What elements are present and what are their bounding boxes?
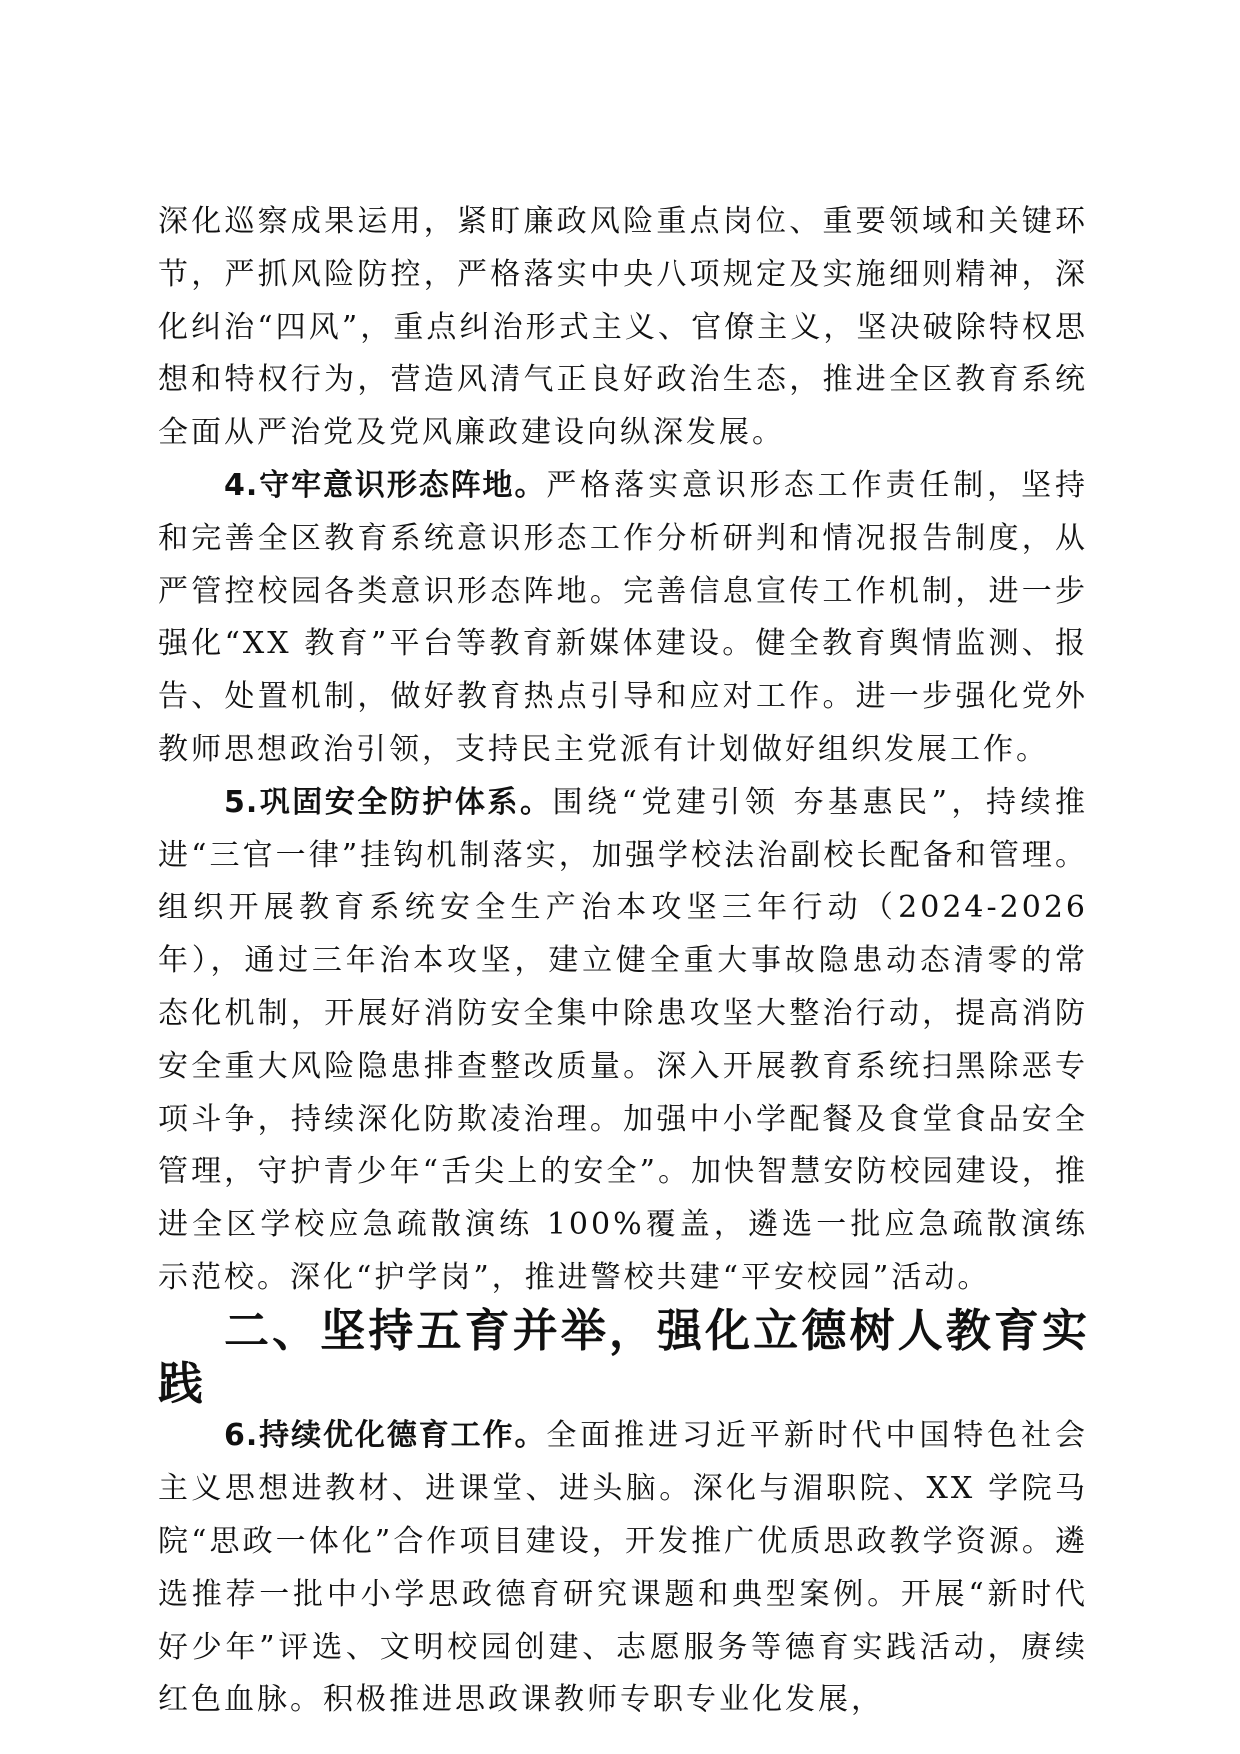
paragraph-lead: 5.巩固安全防护体系。: [224, 784, 553, 820]
paragraph-text: 严格落实意识形态工作责任制，坚持和完善全区教育系统意识形态工作分析研判和情况报告制度，从严管控校园各类意识形态阵地。完善信息宣传工作机制，进一步强化“XX 教育”平台等教育新媒体建设。健全教育舆情监测、报告、处置机制，做好教育热点引导和应对工作。进一步强化党外教师思想政治引领，支持民主党派有计划做好组织发展工作。: [158, 467, 1088, 767]
paragraph-safety: [158, 777, 1088, 1305]
paragraph-moral-education: [158, 1410, 1088, 1727]
section-heading: 二、坚持五育并举，强化立德树人教育实践: [158, 1303, 1088, 1410]
paragraph-text: 围绕“党建引领 夯基惠民”，持续推进“三官一律”挂钩机制落实，加强学校法治副校长配备和管理。组织开展教育系统安全生产治本攻坚三年行动（2024-2026 年），通过三年治本攻坚，建立健全重大事故隐患动态清零的常态化机制，开展好消防安全集中除患攻坚大整治行动，提高消防安全重大风险隐患排查整改质量。深入开展教育系统扫黑除恶专项斗争，持续深化防欺凌治理。加强中小学配餐及食堂食品安全管理，守护青少年“舌尖上的安全”。加快智慧安防校园建设，推进全区学校应急疏散演练 100%覆盖，遴选一批应急疏散演练示范校。深化“护学岗”，推进警校共建“平安校园”活动。: [158, 784, 1088, 1295]
document-page: [158, 196, 1088, 1727]
paragraph-continuation: [158, 196, 1088, 460]
paragraph-lead: 6.持续优化德育工作。: [224, 1418, 547, 1454]
paragraph-lead: 4.守牢意识形态阵地。: [224, 467, 547, 503]
paragraph-text: 全面推进习近平新时代中国特色社会主义思想进教材、进课堂、进头脑。深化与湄职院、XX 学院马院“思政一体化”合作项目建设，开发推广优质思政教学资源。遴选推荐一批中小学思政德育研究课题和典型案例。开展“新时代好少年”评选、文明校园创建、志愿服务等德育实践活动，赓续红色血脉。积极推进思政课教师专职专业化发展，: [158, 1418, 1088, 1718]
paragraph-text: 深化巡察成果运用，紧盯廉政风险重点岗位、重要领域和关键环节，严抓风险防控，严格落实中央八项规定及实施细则精神，深化纠治“四风”，重点纠治形式主义、官僚主义，坚决破除特权思想和特权行为，营造风清气正良好政治生态，推进全区教育系统全面从严治党及党风廉政建设向纵深发展。: [158, 204, 1088, 451]
paragraph-ideology: [158, 460, 1088, 777]
